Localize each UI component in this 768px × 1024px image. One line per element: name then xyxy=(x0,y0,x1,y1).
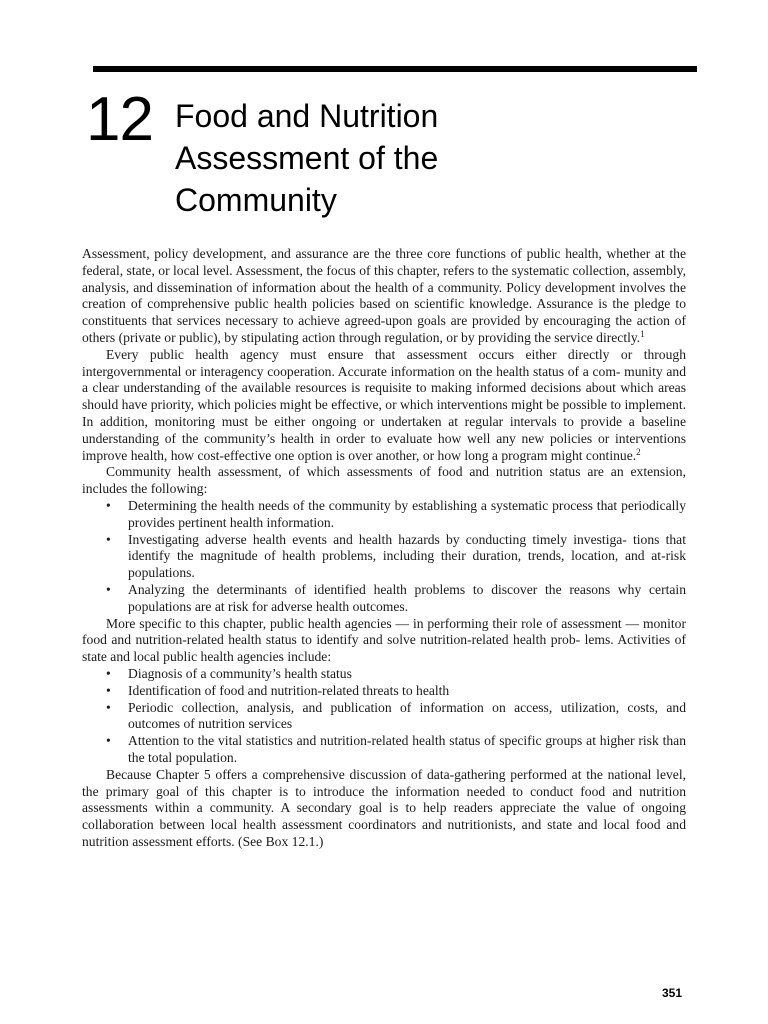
bullet-icon: • xyxy=(106,733,111,749)
chapter-title-line: Food and Nutrition xyxy=(175,98,439,134)
footnote-reference: 1 xyxy=(640,328,645,339)
list-item-text: Determining the health needs of the community by establishing a systematic process that periodically provides pertinent health information. xyxy=(128,497,686,530)
list-item-text: Investigating adverse health events and health hazards by conducting timely investiga- tions that identify the magnitude of health problems, including their duration, trends, location, and at-risk populations. xyxy=(128,531,686,581)
chapter-number: 12 xyxy=(86,85,153,154)
list-item xyxy=(106,498,686,532)
paragraph-text: Every public health agency must ensure that assessment occurs either directly or through intergovernmental or interagency cooperation. Accurate information on the health status of a com- munity and a clear understanding of the available resources is requisite to making informed decisions about which areas should have priority, which policies might be effective, or which interventions might be possible to implement. In addition, monitoring must be either ongoing or undertaken at regular intervals to provide a baseline understanding of the community’s health in order to evaluate how well any new policies or interventions improve health, how cost-effective one option is over another, or how long a program might continue. xyxy=(82,346,686,463)
bullet-list xyxy=(82,498,686,616)
list-item xyxy=(106,532,686,582)
paragraph xyxy=(82,246,686,347)
bullet-icon: • xyxy=(106,581,111,597)
list-item xyxy=(106,582,686,616)
chapter-title-line: Community xyxy=(175,182,337,218)
list-item-text: Periodic collection, analysis, and publication of information on access, utilization, costs, and outcomes of nutrition services xyxy=(128,699,686,732)
chapter-top-rule xyxy=(93,66,697,72)
paragraph: Community health assessment, of which assessments of food and nutrition status are an extension, includes the following: xyxy=(82,464,686,497)
paragraph-text: Assessment, policy development, and assurance are the three core functions of public health, whether at the federal, state, or local level. Assessment, the focus of this chapter, refers to the systematic collection, assembly, analysis, and dissemination of information about the health of a community. Policy development involves the creation of comprehensive public health policies based on scientific knowledge. Assurance is the pledge to constituents that services necessary to achieve agreed-upon goals are provided by encouraging the action of others (private or public), by stipulating action through regulation, or by providing the service directly. xyxy=(82,246,686,345)
list-item xyxy=(106,683,686,700)
chapter-title-line: Assessment of the xyxy=(175,140,439,176)
chapter-title xyxy=(175,95,655,221)
paragraph: More specific to this chapter, public health agencies — in performing their role of assessment — monitor food and nutrition-related health status to identify and solve nutrition-related health prob- lems. Activities of state and local public health agencies include: xyxy=(82,615,686,665)
footnote-reference: 2 xyxy=(636,446,641,457)
bullet-icon: • xyxy=(106,665,111,681)
list-item-text: Attention to the vital statistics and nutrition-related health status of specific groups at higher risk than the total population. xyxy=(128,733,686,765)
list-item-text: Diagnosis of a community’s health status xyxy=(128,665,352,681)
list-item-text: Identification of food and nutrition-related threats to health xyxy=(128,682,450,698)
bullet-icon: • xyxy=(106,682,111,698)
bullet-icon: • xyxy=(106,699,111,715)
bullet-list xyxy=(82,666,686,767)
page-number: 351 xyxy=(662,986,683,1000)
list-item xyxy=(106,733,686,767)
bullet-icon: • xyxy=(106,531,111,547)
list-item xyxy=(106,700,686,734)
list-item-text: Analyzing the determinants of identified health problems to discover the reasons why certain populations are at risk for adverse health outcomes. xyxy=(128,581,686,614)
list-item xyxy=(106,666,686,683)
paragraph: Because Chapter 5 offers a comprehensive discussion of data-gathering performed at the national level, the primary goal of this chapter is to introduce the information needed to conduct food and nutrition assessments within a community. A secondary goal is to help readers appreciate the value of ongoing collaboration between local health assessment coordinators and nutritionists, and state and local food and nutrition assessment efforts. (See Box 12.1.) xyxy=(82,766,686,849)
paragraph xyxy=(82,347,686,465)
chapter-body xyxy=(82,246,686,851)
bullet-icon: • xyxy=(106,497,111,513)
